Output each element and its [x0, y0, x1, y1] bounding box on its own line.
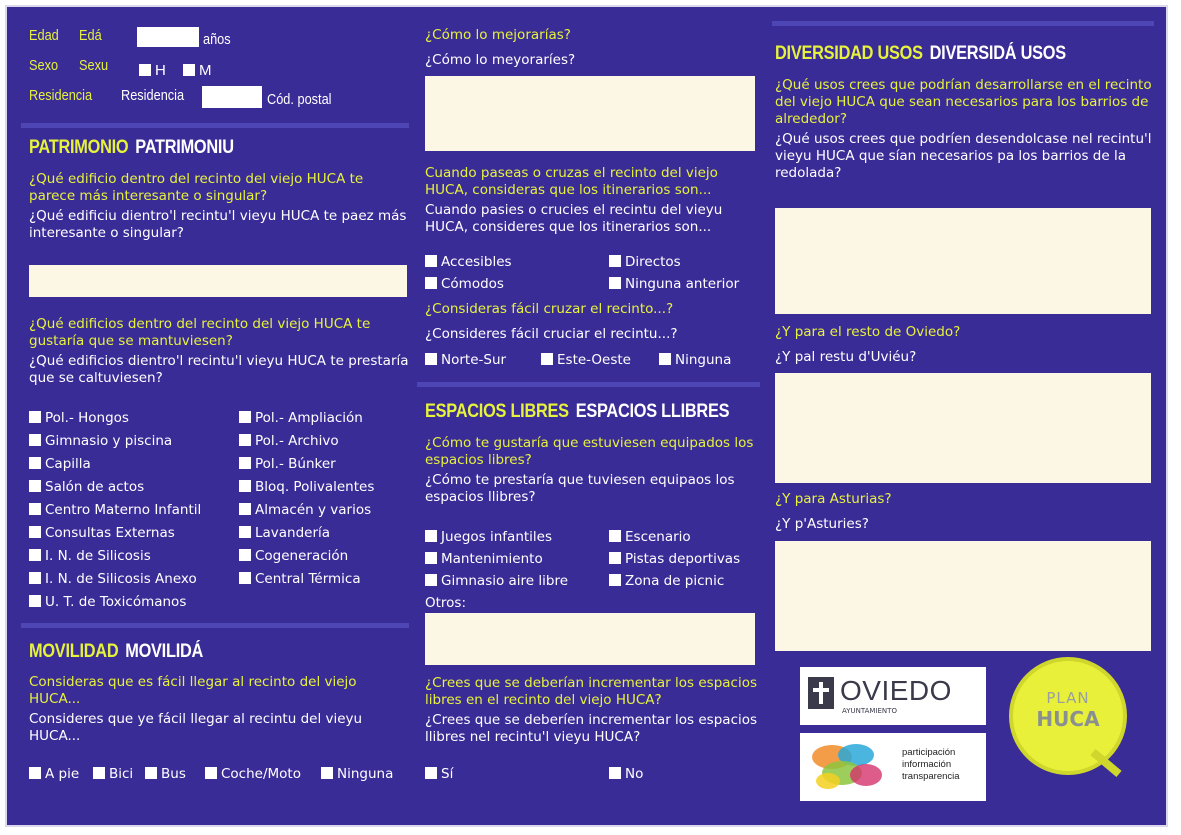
- option-salon-actos[interactable]: Salón de actos: [29, 479, 144, 495]
- diversidad-q1: ¿Qué usos crees que podrían desarrollarse en el recinto del viejo HUCA que sean necesarios para los barrios de alrededor? ¿Qué usos crees que podríen desendolcase nel recintu'l vieyu HUCA que sían necesarios pa los barrios de la redolada?: [775, 77, 1152, 181]
- espacios-q2: ¿Crees que se deberían incrementar los espacios libres en el recinto del viejo HUCA? ¿Crees que se deberíen incrementar los espacios llibres nel recintu'l vieyu HUCA?: [425, 675, 758, 745]
- option-escenario[interactable]: Escenario: [609, 529, 691, 545]
- espacios-q1: ¿Cómo te gustaría que estuviesen equipados los espacios libres? ¿Cómo te prestaría que tuviesen equipaos los espacios llibres?: [425, 435, 754, 505]
- option-pol-bunker[interactable]: Pol.- Búnker: [239, 456, 336, 472]
- option-gimnasio[interactable]: Gimnasio y piscina: [29, 433, 172, 449]
- participacion-logo: [800, 733, 986, 801]
- option-bus[interactable]: Bus: [145, 766, 186, 782]
- oviedo-logo: [800, 667, 986, 725]
- option-comodos[interactable]: Cómodos: [425, 276, 504, 292]
- option-si[interactable]: Sí: [425, 766, 453, 782]
- diversidad-title: DIVERSIDAD USOS DIVERSIDÁ USOS: [775, 43, 1066, 64]
- otros-answer-box[interactable]: [425, 613, 755, 665]
- barrios-answer-box[interactable]: [775, 208, 1151, 314]
- survey-sheet: [5, 5, 1168, 827]
- option-central-termica[interactable]: Central Térmica: [239, 571, 361, 587]
- cruzar-question: ¿Consideras fácil cruzar el recinto...? ¿Consideres fácil cruciar el recintu...?: [425, 301, 678, 342]
- itinerarios-question: Cuando paseas o cruzas el recinto del viejo HUCA, consideras que los itinerarios son... Cuando pasies o crucies el recintu del vieyu HUCA, consideres que los itinerarios son...: [425, 165, 723, 235]
- option-picnic[interactable]: Zona de picnic: [609, 573, 724, 589]
- patrimonio-answer-box[interactable]: [29, 265, 407, 297]
- divider: [417, 382, 760, 387]
- plan-huca-logo: [1009, 657, 1127, 775]
- option-bloq-polivalentes[interactable]: Bloq. Polivalentes: [239, 479, 374, 495]
- otros-label: Otros:: [425, 595, 467, 611]
- sexo-label: Sexo: [29, 57, 59, 74]
- option-lavanderia[interactable]: Lavandería: [239, 525, 330, 541]
- option-silicosis[interactable]: I. N. de Silicosis: [29, 548, 151, 564]
- option-consultas[interactable]: Consultas Externas: [29, 525, 175, 541]
- residencia-label: Residencia: [29, 87, 93, 104]
- edad-label: Edad: [29, 27, 59, 44]
- diversidad-q3: ¿Y para Asturias? ¿Y p'Asturies?: [775, 491, 892, 532]
- sexu-label: Sexu: [79, 57, 109, 74]
- option-norte-sur[interactable]: Norte-Sur: [425, 352, 506, 368]
- option-ninguna-anterior[interactable]: Ninguna anterior: [609, 276, 739, 292]
- divider: [772, 21, 1154, 26]
- sex-h-checkbox[interactable]: H: [139, 60, 166, 79]
- option-pol-hongos[interactable]: Pol.- Hongos: [29, 410, 129, 426]
- option-toxicomanos[interactable]: U. T. de Toxicómanos: [29, 594, 186, 610]
- oviedo-answer-box[interactable]: [775, 373, 1151, 483]
- option-cogeneracion[interactable]: Cogeneración: [239, 548, 348, 564]
- option-bici[interactable]: Bici: [93, 766, 133, 782]
- option-almacen[interactable]: Almacén y varios: [239, 502, 371, 518]
- option-pol-archivo[interactable]: Pol.- Archivo: [239, 433, 339, 449]
- option-directos[interactable]: Directos: [609, 254, 681, 270]
- residencia-ast-label: Residencia: [121, 87, 185, 104]
- option-centro-materno[interactable]: Centro Materno Infantil: [29, 502, 201, 518]
- postal-code-field[interactable]: [202, 86, 262, 108]
- patrimonio-q2: ¿Qué edificios dentro del recinto del viejo HUCA te gustaría que se mantuviesen? ¿Qué edificios dientro'l recintu'l vieyu HUCA te prestaría que se caltuviesen?: [29, 316, 409, 386]
- option-no[interactable]: No: [609, 766, 643, 782]
- anos-label: años: [203, 31, 231, 48]
- divider: [21, 623, 409, 628]
- edad-field[interactable]: [137, 27, 199, 47]
- oviedo-subtitle: AYUNTAMIENTO: [842, 707, 897, 715]
- option-pistas[interactable]: Pistas deportivas: [609, 551, 740, 567]
- option-ninguna[interactable]: Ninguna: [321, 766, 393, 782]
- participacion-text: participación información transparencia: [902, 747, 960, 782]
- movilidad-q1: Consideras que es fácil llegar al recinto del viejo HUCA... Consideres que ye fácil llegar al recintu del vieyu HUCA...: [29, 674, 363, 744]
- mejorar-question: ¿Cómo lo mejorarías? ¿Cómo lo meyoraríes?: [425, 27, 576, 68]
- patrimonio-title: PATRIMONIO PATRIMONIU: [29, 137, 234, 158]
- eda-label: Edá: [79, 27, 102, 44]
- cod-postal-label: Cód. postal: [267, 91, 332, 108]
- asturias-answer-box[interactable]: [775, 541, 1151, 651]
- option-coche-moto[interactable]: Coche/Moto: [205, 766, 301, 782]
- option-pol-ampliacion[interactable]: Pol.- Ampliación: [239, 410, 363, 426]
- espacios-title: ESPACIOS LIBRES ESPACIOS LLIBRES: [425, 401, 730, 422]
- oviedo-crest-icon: [808, 677, 834, 709]
- plan-label: PLAN: [1046, 689, 1090, 707]
- divider: [21, 123, 409, 128]
- option-a-pie[interactable]: A pie: [29, 766, 79, 782]
- option-accesibles[interactable]: Accesibles: [425, 254, 512, 270]
- diversidad-q2: ¿Y para el resto de Oviedo? ¿Y pal restu d'Uviéu?: [775, 324, 961, 365]
- movilidad-title: MOVILIDAD MOVILIDÁ: [29, 641, 204, 662]
- option-ninguna-cruzar[interactable]: Ninguna: [659, 352, 731, 368]
- option-gimnasio-aire[interactable]: Gimnasio aire libre: [425, 573, 568, 589]
- sex-m-checkbox[interactable]: M: [183, 60, 212, 79]
- option-juegos[interactable]: Juegos infantiles: [425, 529, 552, 545]
- option-silicosis-anexo[interactable]: I. N. de Silicosis Anexo: [29, 571, 197, 587]
- option-mantenimiento[interactable]: Mantenimiento: [425, 551, 543, 567]
- oviedo-wordmark: OVIEDO: [840, 675, 952, 706]
- mejorar-answer-box[interactable]: [425, 76, 755, 151]
- patrimonio-q1: ¿Qué edificio dentro del recinto del viejo HUCA te parece más interesante o singular? ¿Qué edificiu dientro'l recintu'l vieyu HUCA te paez más interesante o singular?: [29, 171, 407, 241]
- option-capilla[interactable]: Capilla: [29, 456, 91, 472]
- huca-label: HUCA: [1036, 707, 1100, 731]
- option-este-oeste[interactable]: Este-Oeste: [541, 352, 631, 368]
- speech-bubbles-icon: [808, 741, 888, 793]
